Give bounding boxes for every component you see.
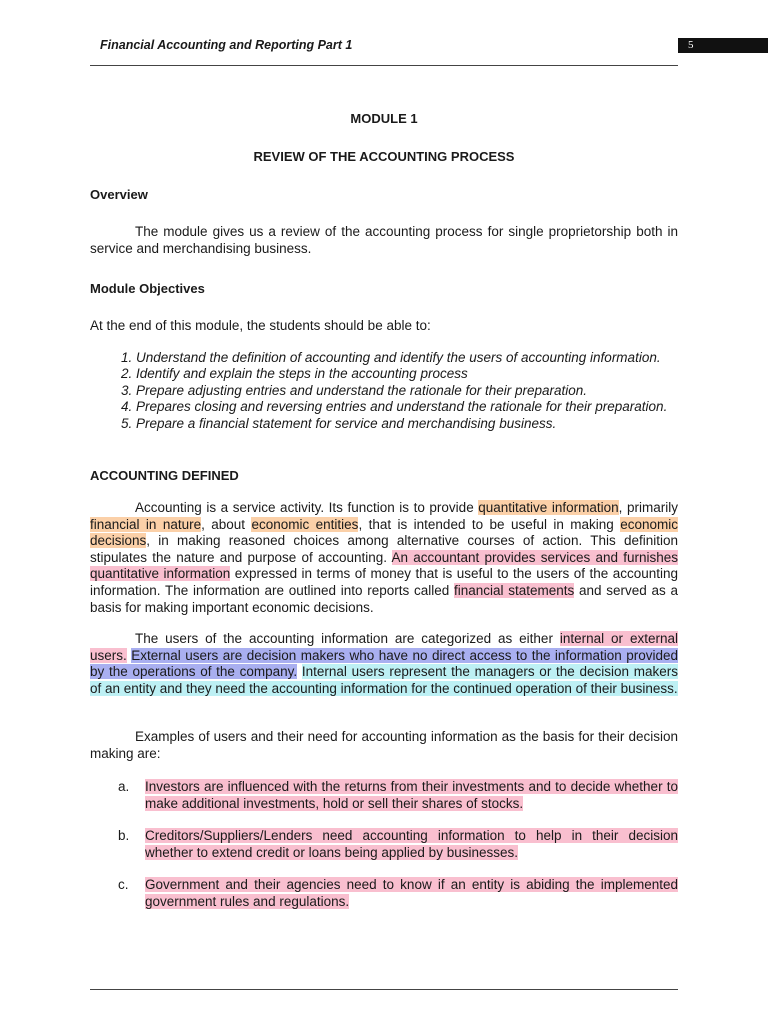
highlight-external-users: External users are decision makers who have no direct access to the information provided by the operations of the company.: [90, 647, 678, 680]
text-run: expressed in terms of money that is useful to the users of the accounting information. The information are outlined into reports called: [90, 566, 678, 598]
example-text: Creditors/Suppliers/Lenders need accounting information to help in their decision whether to extend credit or loans being applied by businesses.: [145, 828, 678, 860]
objectives-intro: At the end of this module, the students should be able to:: [90, 318, 431, 333]
text-run: and served as a basis for making important economic decisions.: [90, 582, 678, 615]
objectives-heading: Module Objectives: [90, 281, 205, 296]
example-item-a: [118, 779, 678, 812]
highlight-internal-external-users: internal or external users.: [90, 631, 678, 663]
example-text: Government and their agencies need to know if an entity is abiding the implemented government rules and regulations.: [145, 877, 678, 909]
text-run: Accounting is a service activity. Its function is to provide: [135, 500, 479, 515]
objective-item: 3. Prepare adjusting entries and understand the rationale for their preparation.: [136, 383, 678, 399]
page-header: [90, 37, 678, 66]
highlight-economic-entities: economic entities: [251, 516, 359, 532]
definition-paragraph-1: [90, 500, 678, 616]
page-number-badge: [678, 38, 768, 53]
example-marker: b.: [118, 828, 130, 843]
example-marker: c.: [118, 877, 129, 892]
overview-text: The module gives us a review of the accounting process for single proprietorship both in service and merchandising business.: [90, 224, 678, 256]
example-text: Investors are influenced with the returns from their investments and to decide whether to make additional investments, hold or sell their shares of stocks.: [145, 779, 678, 811]
example-item-c: [118, 877, 678, 910]
text-run: , in making reasoned choices among alternative courses of action. This definition stipulates the nature and purpose of accounting.: [90, 533, 678, 565]
highlight-financial-statements: financial statements: [453, 582, 575, 598]
module-title: REVIEW OF THE ACCOUNTING PROCESS: [253, 149, 515, 164]
example-marker: a.: [118, 779, 130, 794]
text-run: The users of the accounting information are categorized as either: [135, 631, 560, 646]
highlight-economic-decisions: economic decisions: [90, 516, 678, 549]
text-run: , primarily: [618, 500, 678, 515]
highlight-quantitative-information: quantitative information: [478, 500, 619, 515]
objectives-list: [90, 350, 678, 432]
objective-item: 1. Understand the definition of accounting and identify the users of accounting information.: [136, 350, 678, 366]
module-label: MODULE 1: [350, 111, 418, 126]
definition-heading: ACCOUNTING DEFINED: [90, 468, 239, 483]
highlight-accountant-services: An accountant provides services and furnishes quantitative information: [90, 549, 678, 582]
footer-divider: [90, 989, 678, 990]
page-number: 5: [688, 39, 694, 51]
highlight-financial-in-nature: financial in nature: [90, 516, 202, 532]
objective-item: 4. Prepares closing and reversing entries and understand the rationale for their preparation.: [136, 399, 678, 415]
header-title: Financial Accounting and Reporting Part 1: [100, 38, 353, 52]
objective-item: 2. Identify and explain the steps in the accounting process: [136, 366, 678, 382]
text-run: , about: [201, 516, 252, 532]
text-run: , that is intended to be useful in making: [358, 516, 621, 532]
overview-heading: Overview: [90, 187, 148, 202]
example-item-b: [118, 828, 678, 861]
objective-item: 5. Prepare a financial statement for service and merchandising business.: [136, 416, 678, 432]
definition-paragraph-2: [90, 631, 678, 697]
highlight-internal-users: Internal users represent the managers or the decision makers of an entity and they need the accounting information for the continued operation of their business.: [90, 664, 678, 696]
definition-paragraph-3: Examples of users and their need for accounting information as the basis for their decision making are:: [90, 729, 678, 761]
